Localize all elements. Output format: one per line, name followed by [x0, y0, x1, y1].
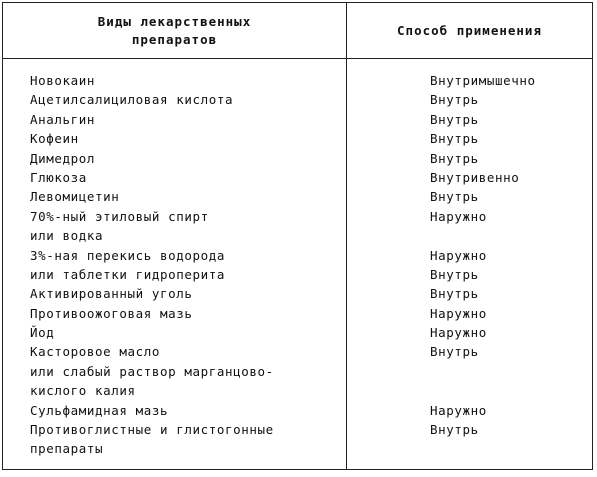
application-method: Наружно — [430, 325, 487, 341]
medicine-name: Новокаин — [30, 73, 96, 88]
medicine-name: или таблетки гидроперита — [30, 266, 226, 282]
table-row — [3, 420, 592, 439]
medicine-name: 70%-ный этиловый спирт — [30, 208, 209, 224]
table-row — [3, 90, 592, 109]
application-method: Внутрь — [430, 344, 479, 360]
application-method: Внутрь — [430, 150, 479, 166]
header-col1-line1: Виды лекарственных — [97, 13, 252, 29]
table-row — [3, 401, 592, 420]
medicine-table — [2, 2, 593, 470]
medicine-name: Противоожоговая мазь — [30, 305, 193, 321]
table-row — [3, 284, 592, 303]
medicine-name: Касторовое масло — [30, 344, 161, 360]
table-row — [3, 362, 592, 381]
medicine-name: кислого калия — [30, 383, 136, 399]
medicine-name: Левомицетин — [30, 189, 120, 205]
table-row — [3, 187, 592, 206]
table-row — [3, 110, 592, 129]
medicine-name: Ацетилсалициловая кислота — [30, 92, 234, 108]
application-method: Наружно — [430, 208, 487, 224]
header-col2-label: Способ применения — [397, 22, 542, 38]
application-method: Внутрь — [430, 266, 479, 282]
application-method: Внутрь — [430, 189, 479, 205]
table-row — [3, 129, 592, 148]
table-row — [3, 265, 592, 284]
application-method: Внутрь — [430, 111, 479, 127]
table-row — [3, 71, 592, 90]
application-method: Наружно — [430, 305, 487, 321]
application-method: Внутримышечно — [430, 73, 536, 88]
medicine-name: Кофеин — [30, 131, 79, 147]
application-method: Внутрь — [430, 131, 479, 147]
table-row — [3, 246, 592, 265]
table-row — [3, 168, 592, 187]
table-row — [3, 323, 592, 342]
application-method: Наружно — [430, 247, 487, 263]
application-method: Внутривенно — [430, 169, 520, 185]
medicine-name: или водка — [30, 228, 104, 244]
medicine-name: или слабый раствор марганцово- — [30, 363, 274, 379]
medicine-name: препараты — [30, 441, 104, 457]
application-method: Внутрь — [430, 92, 479, 108]
application-method: Внутрь — [430, 286, 479, 302]
table-row — [3, 342, 592, 361]
medicine-name: Глюкоза — [30, 169, 87, 185]
application-method: Наружно — [430, 402, 487, 418]
table-row — [3, 381, 592, 400]
header-col1-line2: препаратов — [131, 31, 218, 47]
table-body — [3, 71, 592, 459]
table-row — [3, 439, 592, 458]
medicine-name: Димедрол — [30, 150, 96, 166]
medicine-name: Анальгин — [30, 111, 96, 127]
medicine-name: Противоглистные и глистогонные — [30, 422, 274, 438]
medicine-name: Сульфамидная мазь — [30, 402, 169, 418]
medicine-name: Йод — [30, 325, 55, 341]
medicine-name: Активированный уголь — [30, 286, 193, 302]
application-method: Внутрь — [430, 422, 479, 438]
header-application-method — [347, 3, 592, 58]
medicine-name: 3%-ная перекись водорода — [30, 247, 226, 263]
header-medicine-types — [3, 3, 346, 58]
table-row — [3, 226, 592, 245]
header-divider — [3, 58, 592, 59]
table-row — [3, 304, 592, 323]
table-row — [3, 207, 592, 226]
table-row — [3, 149, 592, 168]
